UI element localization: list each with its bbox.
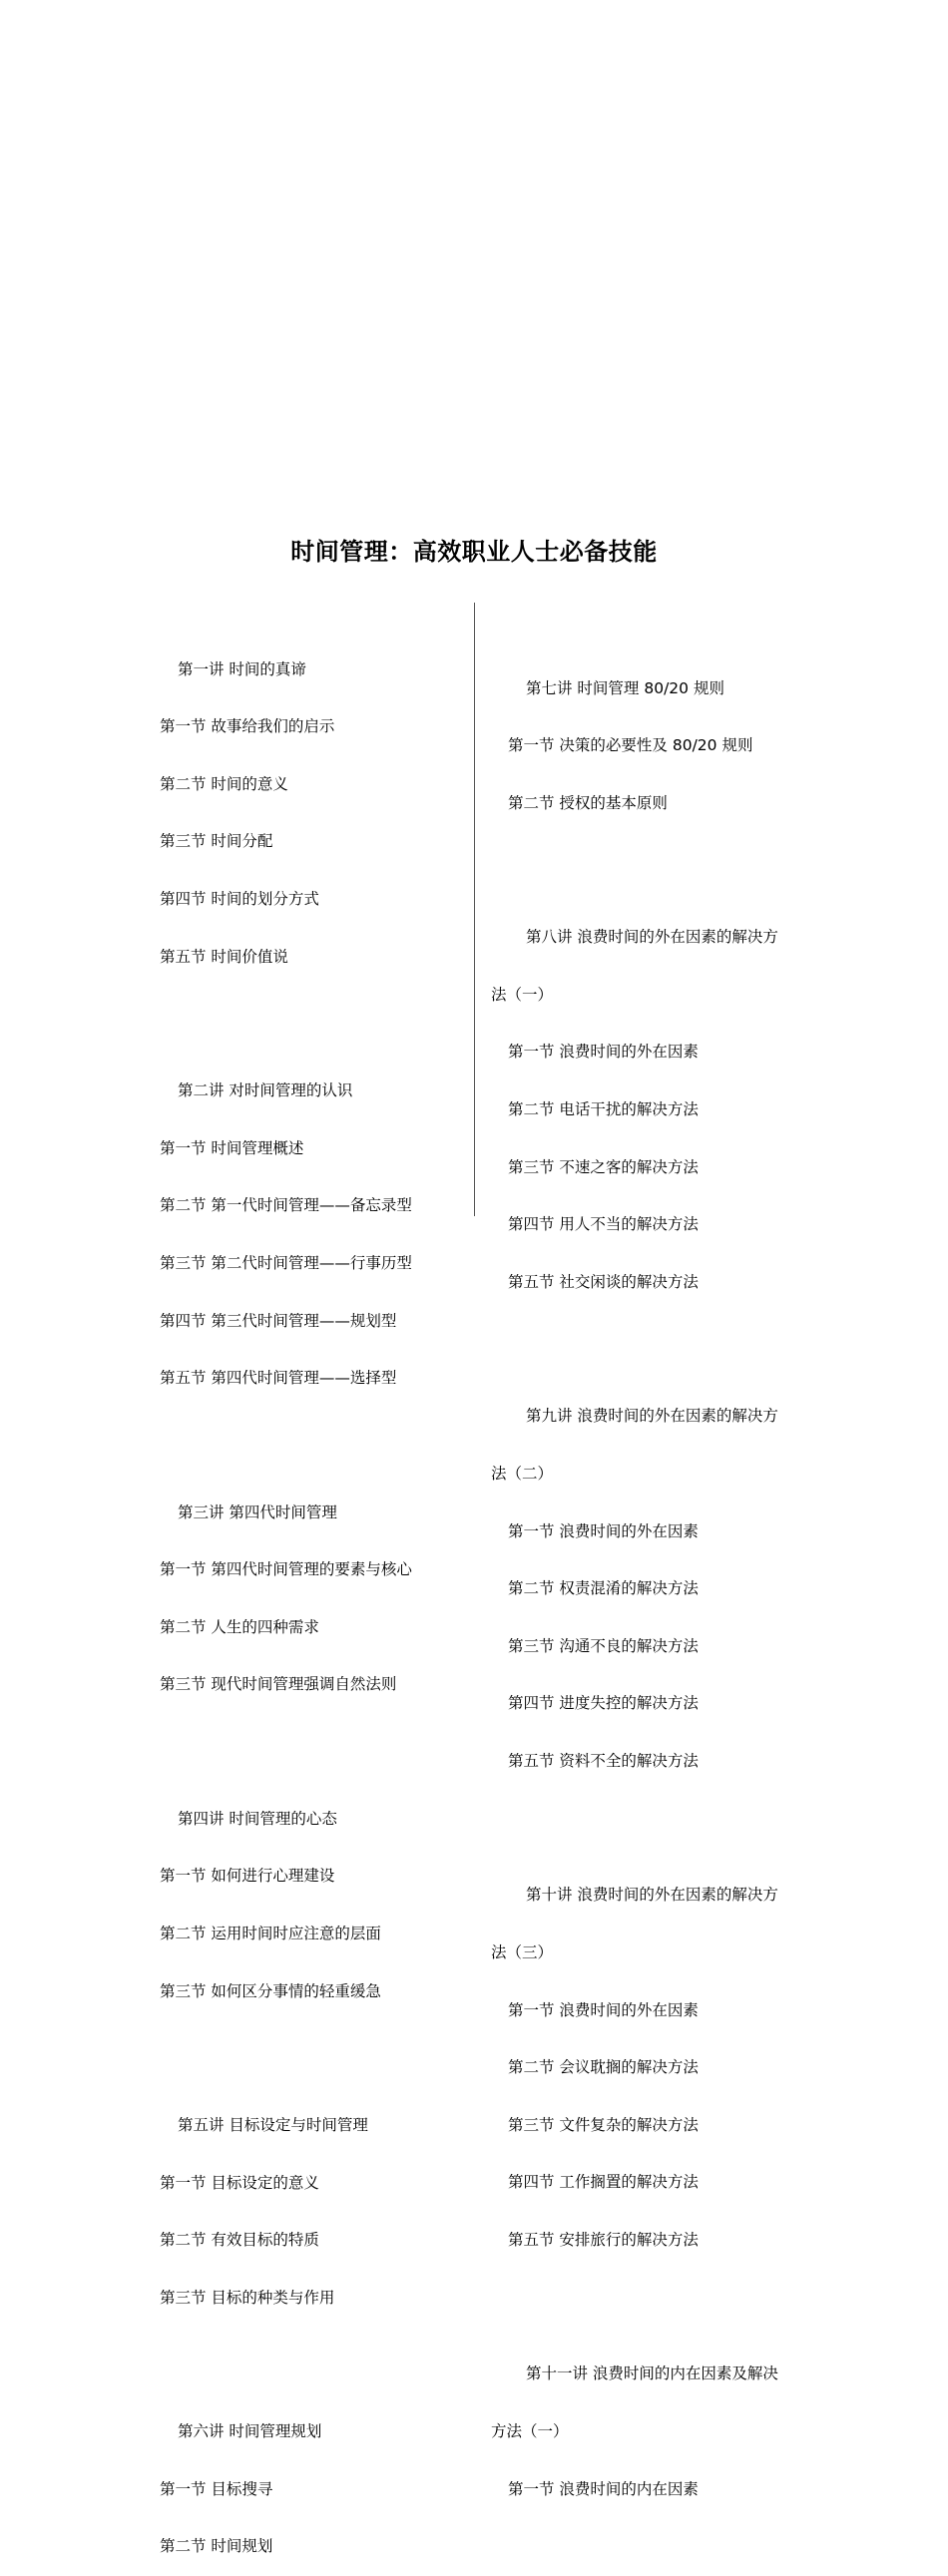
- lecture-heading: 第六讲 时间管理规划: [178, 2422, 322, 2441]
- lecture-heading: 第五讲 目标设定与时间管理: [178, 2115, 368, 2134]
- section-item: 第一节 浪费时间的外在因素: [508, 1521, 699, 1540]
- lecture-heading: 第七讲 时间管理 80/20 规则: [526, 678, 724, 697]
- section-item: 第二节 第一代时间管理——备忘录型: [160, 1196, 412, 1215]
- section-item: 第三节 现代时间管理强调自然法则: [160, 1675, 397, 1694]
- section-item: 第四节 工作搁置的解决方法: [508, 2173, 699, 2192]
- section-item: 第五节 安排旅行的解决方法: [508, 2231, 699, 2250]
- section-item: 第一节 目标设定的意义: [160, 2173, 319, 2192]
- toc-left-column: [160, 603, 459, 2576]
- section-item: 第四节 时间的划分方式: [160, 890, 319, 909]
- section-item: 第一节 决策的必要性及 80/20 规则: [508, 736, 753, 755]
- section-item: 第三节 不速之客的解决方法: [508, 1157, 699, 1176]
- section-item: 第三节 沟通不良的解决方法: [508, 1636, 699, 1655]
- section-item: 第五节 时间价值说: [160, 947, 288, 966]
- section-item: 第二节 时间的意义: [160, 774, 288, 793]
- section-item: 第三节 文件复杂的解决方法: [508, 2115, 699, 2134]
- lecture-heading: 第一讲 时间的真谛: [178, 659, 306, 678]
- section-item: 第一节 时间管理概述: [160, 1138, 304, 1157]
- section-item: 第二节 运用时间时应注意的层面: [160, 1924, 381, 1942]
- section-item: 第二节 时间规划: [160, 2537, 273, 2556]
- section-item: 第一节 第四代时间管理的要素与核心: [160, 1560, 412, 1579]
- section-item: 第二节 权责混淆的解决方法: [508, 1579, 699, 1598]
- lecture-heading: 第三讲 第四代时间管理: [178, 1503, 337, 1521]
- section-item: 第一节 浪费时间的外在因素: [508, 2000, 699, 2019]
- section-item: 第一节 浪费时间的内在因素: [508, 2479, 699, 2498]
- toc-right-column: [491, 622, 810, 2518]
- section-item: 第一节 目标搜寻: [160, 2479, 273, 2498]
- section-item: 第二节 人生的四种需求: [160, 1617, 319, 1636]
- section-item: 第四节 进度失控的解决方法: [508, 1694, 699, 1713]
- section-item: 第五节 资料不全的解决方法: [508, 1751, 699, 1770]
- lecture-heading: 第十一讲 浪费时间的内在因素及解决: [526, 2364, 778, 2383]
- section-item: 第三节 如何区分事情的轻重缓急: [160, 1981, 381, 2000]
- lecture-heading: 第四讲 时间管理的心态: [178, 1809, 337, 1828]
- lecture-heading: 第九讲 浪费时间的外在因素的解决方: [526, 1407, 778, 1426]
- section-item: 第二节 有效目标的特质: [160, 2231, 319, 2250]
- document-title: 时间管理：高效职业人士必备技能: [290, 538, 658, 566]
- section-item: 第五节 第四代时间管理——选择型: [160, 1369, 397, 1388]
- section-item: 第一节 如何进行心理建设: [160, 1867, 335, 1886]
- section-item: 第三节 第二代时间管理——行事历型: [160, 1253, 412, 1272]
- section-item: 第四节 用人不当的解决方法: [508, 1215, 699, 1234]
- section-item: 第二节 会议耽搁的解决方法: [508, 2058, 699, 2077]
- section-item: 第三节 时间分配: [160, 832, 273, 851]
- section-item: 第三节 目标的种类与作用: [160, 2288, 335, 2307]
- column-divider: [474, 603, 475, 1216]
- section-item: 第二节 授权的基本原则: [508, 793, 668, 812]
- lecture-heading-continued: 法（三）: [491, 1942, 554, 1961]
- section-item: 第五节 社交闲谈的解决方法: [508, 1272, 699, 1291]
- lecture-heading-continued: 方法（一）: [491, 2422, 569, 2441]
- lecture-heading: 第二讲 对时间管理的认识: [178, 1081, 353, 1100]
- lecture-heading-continued: 法（一）: [491, 985, 554, 1004]
- section-item: 第一节 浪费时间的外在因素: [508, 1043, 699, 1062]
- section-item: 第二节 电话干扰的解决方法: [508, 1100, 699, 1119]
- lecture-heading: 第十讲 浪费时间的外在因素的解决方: [526, 1886, 778, 1905]
- section-item: 第一节 故事给我们的启示: [160, 717, 335, 736]
- lecture-heading-continued: 法（二）: [491, 1464, 554, 1483]
- lecture-heading: 第八讲 浪费时间的外在因素的解决方: [526, 928, 778, 947]
- section-item: 第四节 第三代时间管理——规划型: [160, 1311, 397, 1330]
